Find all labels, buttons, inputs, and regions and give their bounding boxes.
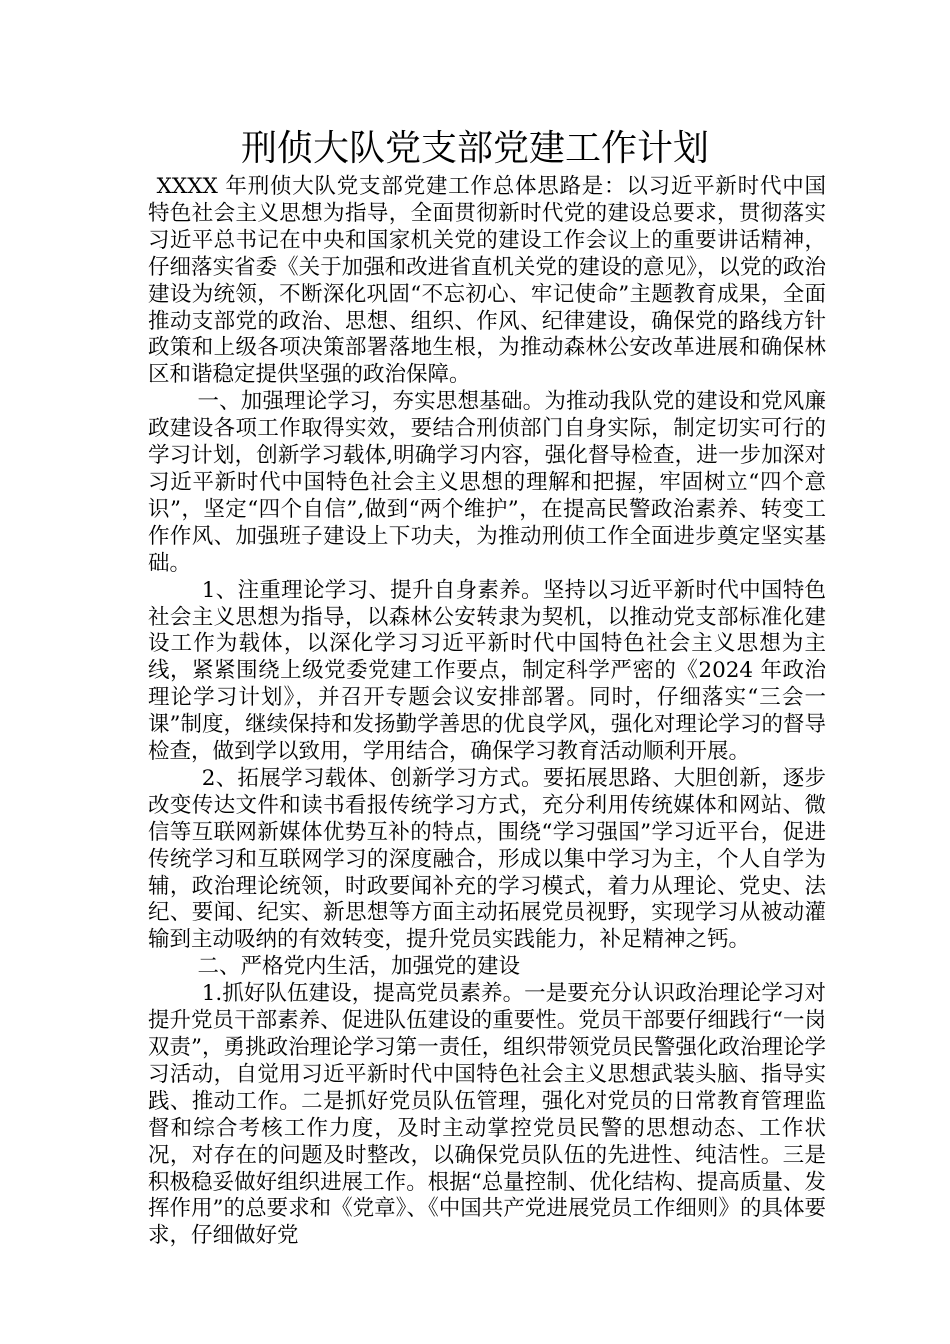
section-two-heading: 二、严格党内生活，加强党的建设 [197, 954, 520, 980]
section-two-item-1-paragraph: 1.抓好队伍建设，提高党员素养。一是要充分认识政治理论学习对提升党员干部素养、促进队伍建设的重要性。党员干部要仔细践行“一岗双责”，勇挑政治理论学习第一责任，组织带领党员民警强化政治理论学习活动，自觉用习近平新时代中国特色社会主义思想武装头脑、指导实践、推动工作。二是抓好党员队伍管理，强化对党员的日常教育管理监督和综合考核工作力度，及时主动掌控党员民警的思想动态、工作状况，对存在的问题及时整改，以确保党员队伍的先进性、纯洁性。三是积极稳妥做好组织进展工作。根据“总量控制、优化结构、提高质量、发挥作用”的总要求和《党章》、《中国共产党进展党员工作细则》的具体要求，仔细做好党 [148, 981, 826, 1249]
document-body [148, 174, 826, 1250]
document-title: 刑侦大队党支部党建工作计划 [240, 128, 709, 169]
section-one-paragraph: 一、加强理论学习，夯实思想基础。为推动我队党的建设和党风廉政建设各项工作取得实效，要结合刑侦部门自身实际，制定切实可行的学习计划，创新学习载体,明确学习内容，强化督导检查，进一步加深对习近平新时代中国特色社会主义思想的理解和把握，牢固树立“四个意识”，坚定“四个自信”,做到“两个维护”，在提高民警政治素养、转变工作作风、加强班子建设上下功夫，为推动刑侦工作全面进步奠定坚实基础。 [148, 389, 826, 576]
section-one-item-2-paragraph: 2、拓展学习载体、创新学习方式。要拓展思路、大胆创新，逐步改变传达文件和读书看报传统学习方式，充分利用传统媒体和网站、微信等互联网新媒体优势互补的特点，围绕“学习强国”学习近平台，促进传统学习和互联网学习的深度融合，形成以集中学习为主，个人自学为辅，政治理论统领，时政要闻补充的学习模式，着力从理论、党史、法纪、要闻、纪实、新思想等方面主动拓展党员视野，实现学习从被动灌输到主动吸纳的有效转变，提升党员实践能力，补足精神之钙。 [148, 765, 826, 953]
intro-paragraph: XXXX 年刑侦大队党支部党建工作总体思路是：以习近平新时代中国特色社会主义思想为指导，全面贯彻新时代党的建设总要求，贯彻落实习近平总书记在中央和国家机关党的建设工作会议上的重要讲话精神，仔细落实省委《关于加强和改进省直机关党的建设的意见》，以党的政治建设为统领，不断深化巩固“不忘初心、牢记使命”主题教育成果，全面推动支部党的政治、思想、组织、作风、纪律建设，确保党的路线方针政策和上级各项决策部署落地生根，为推动森林公安改革进展和确保林区和谐稳定提供坚强的政治保障。 [148, 174, 826, 388]
section-one-item-1-paragraph: 1、注重理论学习、提升自身素养。坚持以习近平新时代中国特色社会主义思想为指导，以森林公安转隶为契机，以推动党支部标准化建设工作为载体，以深化学习习近平新时代中国特色社会主义思想为主线，紧紧围绕上级党委党建工作要点，制定科学严密的《2024 年政治理论学习计划》，并召开专题会议安排部署。同时，仔细落实“三会一课”制度，继续保持和发扬勤学善思的优良学风，强化对理论学习的督导检查，做到学以致用，学用结合，确保学习教育活动顺利开展。 [148, 577, 826, 765]
